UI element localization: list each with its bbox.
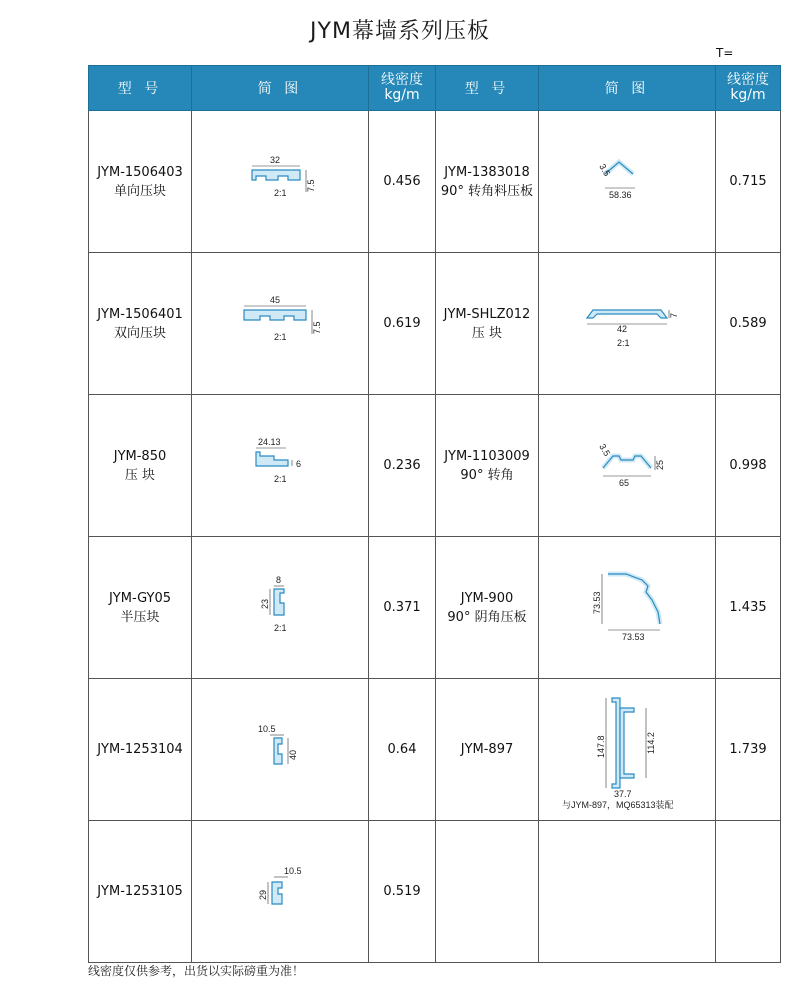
model-code: JYM-SHLZ012 xyxy=(443,306,531,322)
dim-label: 7.5 xyxy=(306,178,316,192)
model-cell xyxy=(89,395,192,537)
density-value: 1.739 xyxy=(716,679,781,821)
profile-sketch xyxy=(230,720,330,780)
dim-label: 45 xyxy=(270,294,281,305)
model-cell xyxy=(436,679,539,821)
sketch-cell xyxy=(539,679,716,821)
dim-label: 3.5 xyxy=(597,441,613,458)
density-value: 0.619 xyxy=(369,253,436,395)
dim-label: 10.5 xyxy=(284,865,302,876)
header-sketch: 简 图 xyxy=(192,66,369,111)
dim-label: 32 xyxy=(270,154,281,165)
profile-sketch xyxy=(577,436,677,496)
profile-sketch xyxy=(230,436,330,496)
assembly-note: 与JYM-897，MQ65313装配 xyxy=(562,799,674,810)
footer-note: 线密度仅供参考，出货以实际磅重为准！ xyxy=(88,964,305,978)
scale-label: 2:1 xyxy=(274,187,287,198)
dim-label: 7 xyxy=(669,312,679,318)
model-cell xyxy=(89,821,192,963)
model-cell xyxy=(89,679,192,821)
model-name: 半压块 xyxy=(120,609,160,625)
sketch-cell xyxy=(192,253,369,395)
scale-label: 2:1 xyxy=(274,331,287,342)
model-code: JYM-1506403 xyxy=(97,164,183,180)
model-code: JYM-900 xyxy=(460,590,514,606)
profile-sketch xyxy=(230,862,330,922)
empty-cell xyxy=(539,821,716,963)
model-name: 90° 转角 xyxy=(460,467,514,483)
model-cell xyxy=(89,537,192,679)
model-code: JYM-1253105 xyxy=(97,884,183,899)
density-value: 0.64 xyxy=(369,679,436,821)
table-row xyxy=(89,253,781,395)
density-value: 0.715 xyxy=(716,111,781,253)
model-name: 90° 阴角压板 xyxy=(447,609,527,625)
model-name: 90° 转角料压板 xyxy=(440,183,534,199)
profile-sketch xyxy=(230,152,330,212)
sketch-cell xyxy=(539,537,716,679)
dim-label: 73.53 xyxy=(592,590,602,614)
header-row xyxy=(89,66,781,111)
model-code: JYM-897 xyxy=(460,742,514,757)
profile-sketch xyxy=(577,294,677,354)
empty-cell xyxy=(436,821,539,963)
table-row xyxy=(89,679,781,821)
density-value: 0.998 xyxy=(716,395,781,537)
model-code: JYM-850 xyxy=(113,448,167,464)
table-row xyxy=(89,821,781,963)
header-sketch: 简 图 xyxy=(539,66,716,111)
model-code: JYM-GY05 xyxy=(108,590,172,606)
header-density xyxy=(716,66,781,111)
dim-label: 37.7 xyxy=(614,788,632,799)
dim-label: 23 xyxy=(260,598,270,609)
scale-label: 2:1 xyxy=(617,337,630,348)
dim-label: 65 xyxy=(619,477,630,488)
density-value: 1.435 xyxy=(716,537,781,679)
model-cell xyxy=(436,537,539,679)
density-value: 0.519 xyxy=(369,821,436,963)
scale-label: 2:1 xyxy=(274,622,287,633)
header-density xyxy=(369,66,436,111)
model-code: JYM-1103009 xyxy=(444,448,530,464)
header-density-label: 线密度 xyxy=(727,72,769,88)
density-value: 0.456 xyxy=(369,111,436,253)
model-code: JYM-1383018 xyxy=(444,164,530,180)
sketch-cell xyxy=(192,537,369,679)
density-value: 0.236 xyxy=(369,395,436,537)
model-cell xyxy=(436,253,539,395)
header-density-unit: kg/m xyxy=(384,87,420,103)
sketch-cell xyxy=(539,111,716,253)
dim-label: 73.53 xyxy=(622,631,645,642)
dim-label: 40 xyxy=(288,749,298,760)
dim-label: 3.5 xyxy=(597,161,613,178)
model-cell xyxy=(436,111,539,253)
dim-label: 114.2 xyxy=(646,731,656,754)
model-cell xyxy=(89,111,192,253)
model-name: 压 块 xyxy=(124,467,156,483)
model-cell xyxy=(436,395,539,537)
dim-label: 24.13 xyxy=(258,436,281,447)
table-row xyxy=(89,395,781,537)
model-name: 压 块 xyxy=(471,325,503,341)
empty-cell xyxy=(716,821,781,963)
model-cell xyxy=(89,253,192,395)
density-value: 0.371 xyxy=(369,537,436,679)
header-model: 型 号 xyxy=(89,66,192,111)
profile-sketch xyxy=(230,294,330,354)
sketch-cell xyxy=(192,679,369,821)
dim-label: 7.5 xyxy=(312,320,322,334)
header-density-unit: kg/m xyxy=(730,87,766,103)
dim-label: 25 xyxy=(655,459,665,470)
table-row xyxy=(89,111,781,253)
dim-label: 42 xyxy=(617,323,628,334)
sketch-cell xyxy=(192,821,369,963)
sketch-cell xyxy=(539,253,716,395)
model-code: JYM-1506401 xyxy=(97,306,183,322)
page-title: JYM幕墙系列压板 xyxy=(310,19,490,44)
profile-sketch xyxy=(572,568,682,648)
dim-label: 6 xyxy=(296,458,302,469)
model-code: JYM-1253104 xyxy=(97,742,183,757)
sketch-cell xyxy=(192,395,369,537)
t-mark: T= xyxy=(716,46,734,60)
dim-label: 29 xyxy=(258,889,268,900)
profile-sketch xyxy=(577,152,677,212)
profile-sketch xyxy=(552,690,702,810)
header-model: 型 号 xyxy=(436,66,539,111)
table-row xyxy=(89,537,781,679)
dim-label: 147.8 xyxy=(596,734,606,758)
spec-table xyxy=(88,65,781,963)
header-density-label: 线密度 xyxy=(381,72,423,88)
model-name: 双向压块 xyxy=(113,325,166,341)
density-value: 0.589 xyxy=(716,253,781,395)
dim-label: 58.36 xyxy=(609,189,632,200)
profile-sketch xyxy=(230,573,330,643)
dim-label: 8 xyxy=(276,574,282,585)
sketch-cell xyxy=(539,395,716,537)
dim-label: 10.5 xyxy=(258,723,276,734)
scale-label: 2:1 xyxy=(274,473,287,484)
model-name: 单向压块 xyxy=(113,183,166,199)
sketch-cell xyxy=(192,111,369,253)
